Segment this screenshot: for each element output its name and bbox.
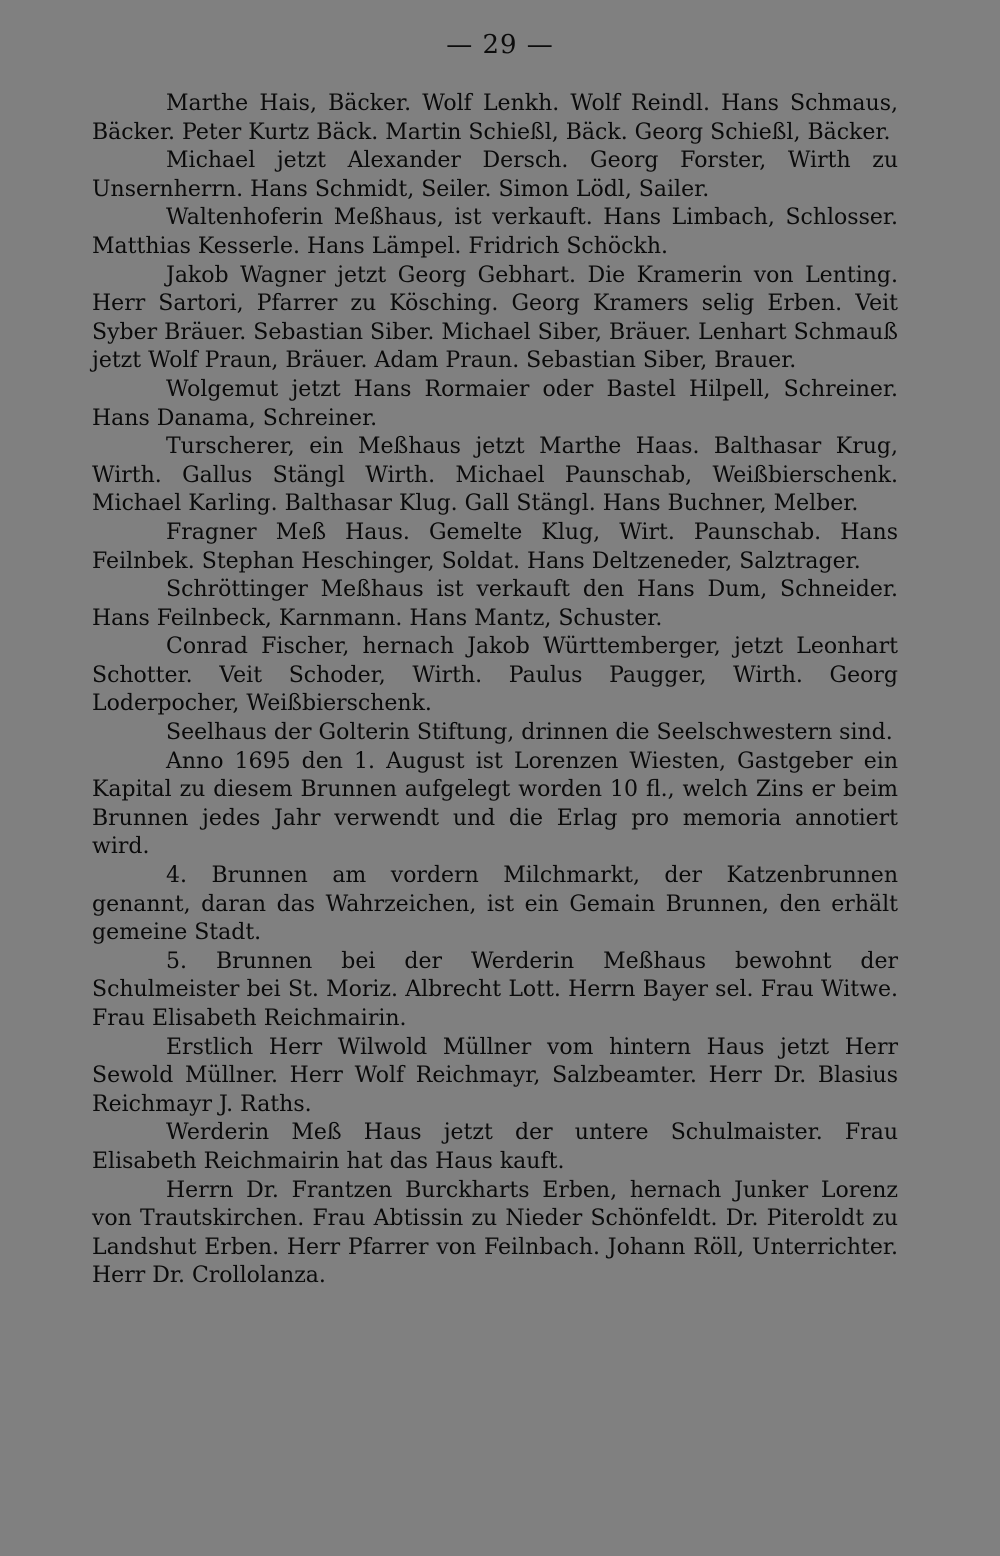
- paragraph: Anno 1695 den 1. August ist Lorenzen Wiesten, Gastgeber ein Kapital zu diesem Brunnen aufgelegt worden 10 fl., welch Zins er beim Brunnen jedes Jahr verwendt und die Erlag pro memoria annotiert wird.: [92, 748, 898, 860]
- paragraph: Wolgemut jetzt Hans Rormaier oder Bastel Hilpell, Schreiner. Hans Danama, Schreiner.: [92, 376, 898, 431]
- paragraph: 5. Brunnen bei der Werderin Meßhaus bewohnt der Schulmeister bei St. Moriz. Albrecht Lott. Herrn Bayer sel. Frau Witwe. Frau Elisabeth Reichmairin.: [92, 948, 898, 1031]
- paragraph: Waltenhoferin Meßhaus, ist verkauft. Hans Limbach, Schlosser. Matthias Kesserle. Hans Lämpel. Fridrich Schöckh.: [92, 205, 898, 259]
- paragraph: Turscherer, ein Meßhaus jetzt Marthe Haas. Balthasar Krug, Wirth. Gallus Stängl Wirth. Michael Paunschab, Weißbierschenk. Michael Karling. Balthasar Klug. Gall Stängl. Hans Buchner, Melber.: [92, 434, 898, 517]
- paragraph: Werderin Meß Haus jetzt der untere Schulmaister. Frau Elisabeth Reichmairin hat das Haus kauft.: [92, 1120, 898, 1174]
- text-body: [92, 90, 898, 1291]
- paragraph: Fragner Meß Haus. Gemelte Klug, Wirt. Paunschab. Hans Feilnbek. Stephan Heschinger, Soldat. Hans Deltzeneder, Salztrager.: [92, 519, 898, 574]
- paragraph: Herrn Dr. Frantzen Burckharts Erben, hernach Junker Lorenz von Trautskirchen. Frau Abtissin zu Nieder Schönfeldt. Dr. Piteroldt zu Landshut Erben. Herr Pfarrer von Feilnbach. Johann Röll, Unterrichter. Herr Dr. Crollolanza.: [92, 1177, 898, 1289]
- paragraph: Seelhaus der Golterin Stiftung, drinnen die Seelschwestern sind.: [166, 720, 893, 746]
- paragraph: Marthe Hais, Bäcker. Wolf Lenkh. Wolf Reindl. Hans Schmaus, Bäcker. Peter Kurtz Bäck. Martin Schießl, Bäck. Georg Schießl, Bäcker.: [92, 91, 898, 145]
- paragraph: 4. Brunnen am vordern Milchmarkt, der Katzenbrunnen genannt, daran das Wahrzeichen, ist ein Gemain Brunnen, den erhält gemeine Stadt.: [92, 863, 898, 946]
- page-number: — 29 —: [446, 30, 554, 60]
- paragraph: Conrad Fischer, hernach Jakob Württemberger, jetzt Leonhart Schotter. Veit Schoder, Wirth. Paulus Paugger, Wirth. Georg Loderpocher, Weißbierschenk.: [92, 634, 898, 717]
- paragraph: Jakob Wagner jetzt Georg Gebhart. Die Kramerin von Lenting. Herr Sartori, Pfarrer zu Kösching. Georg Kramers selig Erben. Veit Syber Bräuer. Sebastian Siber. Michael Siber, Bräuer. Lenhart Schmauß jetzt Wolf Praun, Bräuer. Adam Praun. Sebastian Siber, Brauer.: [92, 262, 898, 374]
- paragraph: Erstlich Herr Wilwold Müllner vom hintern Haus jetzt Herr Sewold Müllner. Herr Wolf Reichmayr, Salzbeamter. Herr Dr. Blasius Reichmayr J. Raths.: [92, 1034, 898, 1117]
- paragraph: Schröttinger Meßhaus ist verkauft den Hans Dum, Schneider. Hans Feilnbeck, Karnmann. Hans Mantz, Schuster.: [92, 577, 898, 631]
- paragraph: Michael jetzt Alexander Dersch. Georg Forster, Wirth zu Unsernherrn. Hans Schmidt, Seiler. Simon Lödl, Sailer.: [92, 148, 898, 202]
